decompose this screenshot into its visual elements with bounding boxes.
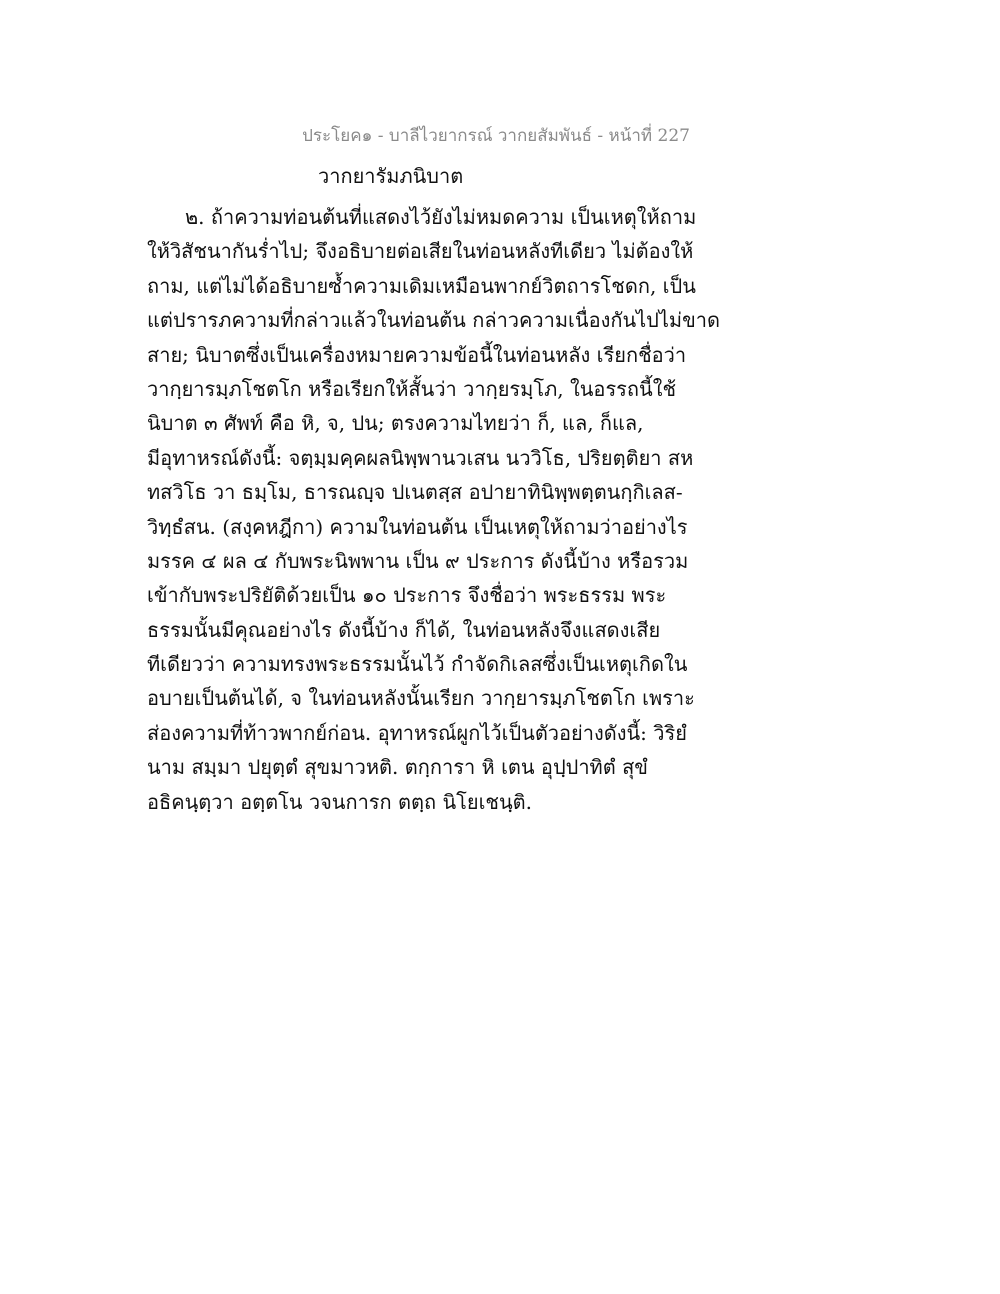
text-line: แต่ปรารภความที่กล่าวแล้วในท่อนต้น กล่าวความเนื่องกันไปไม่ขาด <box>147 308 721 333</box>
text-line: วากฺยารมฺภโชตโก หรือเรียกให้สั้นว่า วากฺยรมฺโภ, ในอรรถนี้ใช้ <box>147 376 677 401</box>
running-header: ประโยค๑ - บาลีไวยากรณ์ วากยสัมพันธ์ - หน้าที่ 227 <box>302 126 690 146</box>
text-line: วิทฺธํสน. (สงฺคหฎีกา) ความในท่อนต้น เป็นเหตุให้ถามว่าอย่างไร <box>147 514 688 539</box>
text-line: อธิคนฺตฺวา อตฺตโน วจนการก ตตฺถ นิโยเชนฺติ. <box>147 789 533 814</box>
text-line: มีอุทาหรณ์ดังนี้: จตฺมฺมคฺคผลนิพฺพานวเสน นววิโธ, ปริยตฺติยา สห <box>147 445 694 470</box>
text-line: ให้วิสัชนากันร่ำไป; จึงอธิบายต่อเสียในท่อนหลังทีเดียว ไม่ต้องให้ <box>147 239 694 264</box>
text-line: ส่องความที่ท้าวพากย์ก่อน. อุทาหรณ์ผูกไว้เป็นตัวอย่างดังนี้: วิริยํ <box>147 720 687 745</box>
text-line: ธรรมนั้นมีคุณอย่างไร ดังนี้บ้าง ก็ได้, ในท่อนหลังจึงแสดงเสีย <box>147 617 661 642</box>
text-line: ทีเดียวว่า ความทรงพระธรรมนั้นไว้ กำจัดกิเลสซึ่งเป็นเหตุเกิดใน <box>147 652 688 677</box>
text-line: นิบาต ๓ ศัพท์ คือ หิ, จ, ปน; ตรงความไทยว่า ก็, แล, ก็แล, <box>147 411 644 436</box>
text-line: สาย; นิบาตซึ่งเป็นเครื่องหมายความข้อนี้ในท่อนหลัง เรียกชื่อว่า <box>147 342 687 367</box>
body-text <box>147 200 721 819</box>
text-line: ๒. ถ้าความท่อนต้นที่แสดงไว้ยังไม่หมดความ เป็นเหตุให้ถาม <box>185 205 697 229</box>
text-line: เข้ากับพระปริยัติด้วยเป็น ๑๐ ประการ จึงชื่อว่า พระธรรม พระ <box>147 583 667 608</box>
text-line: ถาม, แต่ไม่ได้อธิบายซ้ำความเดิมเหมือนพากย์วิตถารโชดก, เป็น <box>147 273 696 298</box>
text-line: อบายเป็นต้นได้, จ ในท่อนหลังนั้นเรียก วากฺยารมฺภโชตโก เพราะ <box>147 686 695 711</box>
text-line: มรรค ๔ ผล ๔ กับพระนิพพาน เป็น ๙ ประการ ดังนี้บ้าง หรือรวม <box>147 548 689 573</box>
section-title: วากยารัมภนิบาต <box>318 164 464 188</box>
text-line: นาม สมฺมา ปยุตฺตํ สุขมาวหติ. ตกฺการา หิ เตน อุปฺปาทิตํ สุขํ <box>147 755 648 780</box>
text-line: ทสวิโธ วา ธมฺโม, ธารณญฺจ ปเนตสฺส อปายาทินิพฺพตฺตนกฺกิเลส- <box>147 480 683 505</box>
